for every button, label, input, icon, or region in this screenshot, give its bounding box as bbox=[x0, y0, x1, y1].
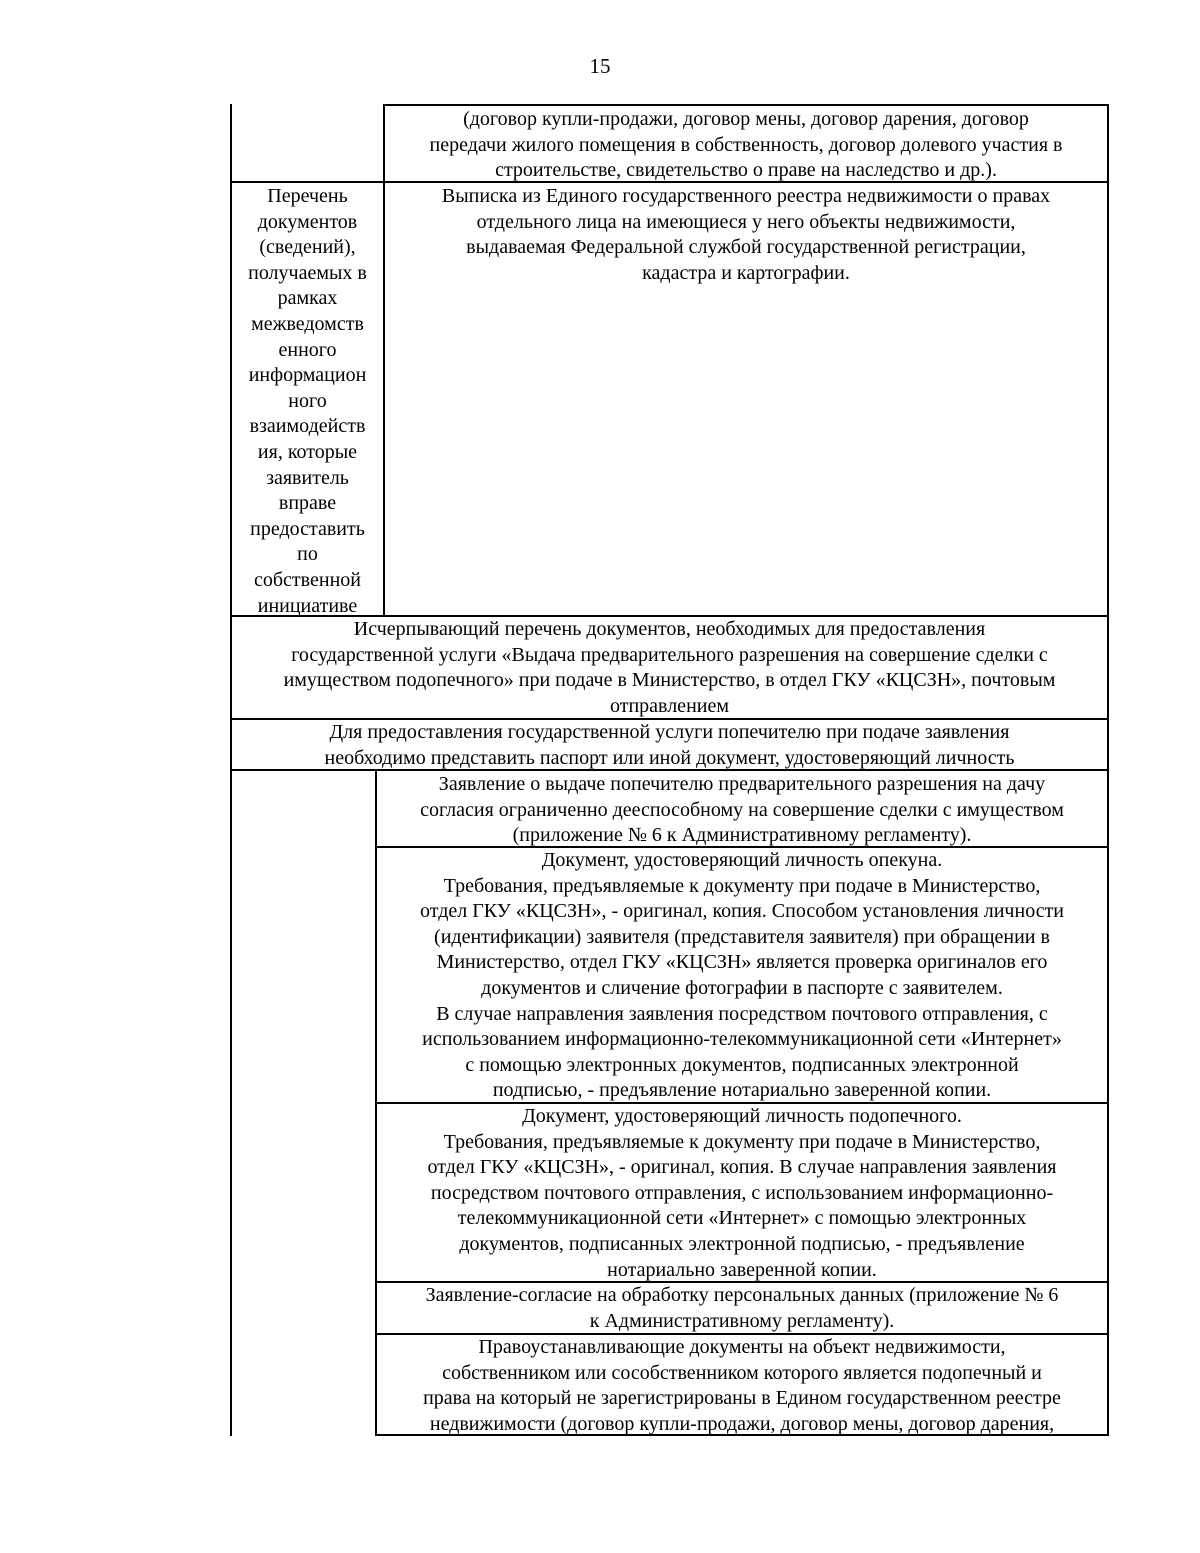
page-number: 15 bbox=[589, 54, 611, 78]
text-line: Документ, удостоверяющий личность подопечного. bbox=[522, 1105, 962, 1127]
text-line: Перечень bbox=[267, 185, 348, 207]
text-line: предоставить bbox=[250, 517, 365, 540]
text-line: Правоустанавливающие документы на объект недвижимости, bbox=[478, 1336, 1006, 1358]
text-line: согласия ограниченно дееспособному на совершение сделки с имуществом bbox=[420, 798, 1064, 821]
text-line: отправлением bbox=[609, 694, 730, 717]
text-line: собственником или сособственником которого является подопечный и bbox=[442, 1361, 1042, 1384]
text-line: передачи жилого помещения в собственность, договор долевого участия в bbox=[429, 133, 1063, 156]
text-line: с помощью электронных документов, подписанных электронной bbox=[465, 1053, 1019, 1076]
text-line: Выписка из Единого государственного реестра недвижимости о правах bbox=[441, 185, 1051, 207]
text-line: Требования, предъявляемые к документу при подаче в Министерство, bbox=[443, 874, 1041, 897]
title-documents bbox=[377, 1335, 1107, 1437]
text-line: вправе bbox=[278, 492, 337, 515]
text-line: получаемых в bbox=[248, 261, 367, 284]
continuation-text bbox=[385, 107, 1107, 184]
text-line: Для предоставления государственной услуги попечителю при подаче заявления bbox=[329, 721, 1010, 743]
text-line: Заявление-согласие на обработку персональных данных (приложение № 6 bbox=[425, 1284, 1059, 1306]
text-line: документов bbox=[257, 210, 358, 233]
text-line: государственной услуги «Выдача предварительного разрешения на совершение сделки с bbox=[291, 643, 1048, 666]
text-line: документов, подписанных электронной подписью, - предъявление bbox=[459, 1232, 1025, 1255]
text-line: (приложение № 6 к Административному регламенту). bbox=[512, 824, 972, 847]
application-document bbox=[377, 772, 1107, 849]
text-line: права на который не зарегистрированы в Едином государственном реестре bbox=[423, 1387, 1061, 1410]
text-line: отдел ГКУ «КЦСЗН», - оригинал, копия. В случае направления заявления bbox=[427, 1156, 1057, 1179]
guardian-passport-note bbox=[232, 720, 1107, 771]
text-line: межведомств bbox=[251, 312, 364, 335]
exhaustive-list-heading bbox=[232, 617, 1107, 719]
interagency-documents bbox=[385, 184, 1107, 286]
text-line: заявитель bbox=[266, 466, 349, 489]
text-line: нотариально заверенной копии. bbox=[607, 1258, 877, 1281]
text-line: взаимодейств bbox=[249, 415, 366, 438]
interagency-label bbox=[232, 184, 383, 619]
text-line: (сведений), bbox=[259, 236, 356, 259]
text-line: отдел ГКУ «КЦСЗН», - оригинал, копия. Способом установления личности bbox=[419, 900, 1065, 923]
text-line: Документ, удостоверяющий личность опекуна. bbox=[541, 849, 943, 871]
ward-identity-document bbox=[377, 1104, 1107, 1283]
text-line: ного bbox=[288, 389, 327, 412]
text-line: В случае направления заявления посредством почтового отправления, с bbox=[436, 1002, 1048, 1025]
text-line: кадастра и картографии. bbox=[642, 261, 850, 284]
text-line: рамках bbox=[277, 287, 338, 310]
text-line: собственной bbox=[254, 568, 361, 591]
table-left-border-lower bbox=[230, 771, 232, 1436]
text-line: строительстве, свидетельство о праве на наследство и др.). bbox=[495, 159, 997, 182]
text-line: выдаваемая Федеральной службой государственной регистрации, bbox=[466, 236, 1026, 259]
text-line: информацион bbox=[248, 364, 367, 387]
text-line: отдельного лица на имеющиеся у него объекты недвижимости, bbox=[476, 210, 1016, 233]
text-line: (договор купли-продажи, договор мены, договор дарения, договор bbox=[463, 108, 1029, 130]
text-line: имуществом подопечного» при подаче в Министерство, в отдел ГКУ «КЦСЗН», почтовым bbox=[283, 669, 1056, 692]
text-line: (идентификации) заявителя (представителя заявителя) при обращении в bbox=[434, 925, 1050, 948]
text-line: ия, которые bbox=[257, 440, 358, 463]
text-line: недвижимости (договор купли-продажи, договор мены, договор дарения, bbox=[429, 1412, 1055, 1435]
text-line: Исчерпывающий перечень документов, необходимых для предоставления bbox=[353, 618, 986, 640]
text-line: по bbox=[297, 543, 318, 566]
text-line: енного bbox=[278, 338, 337, 361]
text-line: к Административному регламенту). bbox=[589, 1309, 895, 1332]
guardian-identity-document bbox=[377, 848, 1107, 1104]
text-line: Требования, предъявляемые к документу при подаче в Министерство, bbox=[443, 1130, 1041, 1153]
text-line: Министерство, отдел ГКУ «КЦСЗН» является проверка оригиналов его bbox=[436, 951, 1048, 974]
text-line: Заявление о выдаче попечителю предварительного разрешения на дачу bbox=[438, 773, 1046, 795]
text-line: инициативе bbox=[257, 594, 358, 617]
text-line: использованием информационно-телекоммуникационной сети «Интернет» bbox=[422, 1028, 1062, 1051]
consent-document bbox=[377, 1283, 1107, 1334]
text-line: подписью, - предъявление нотариально заверенной копии. bbox=[492, 1079, 992, 1102]
text-line: посредством почтового отправления, с использованием информационно- bbox=[430, 1181, 1054, 1204]
row-rule-top bbox=[383, 104, 1109, 106]
text-line: документов и сличение фотографии в паспорте с заявителем. bbox=[481, 976, 1003, 999]
text-line: телекоммуникационной сети «Интернет» с помощью электронных bbox=[457, 1207, 1027, 1230]
text-line: необходимо представить паспорт или иной документ, удостоверяющий личность bbox=[324, 746, 1015, 769]
